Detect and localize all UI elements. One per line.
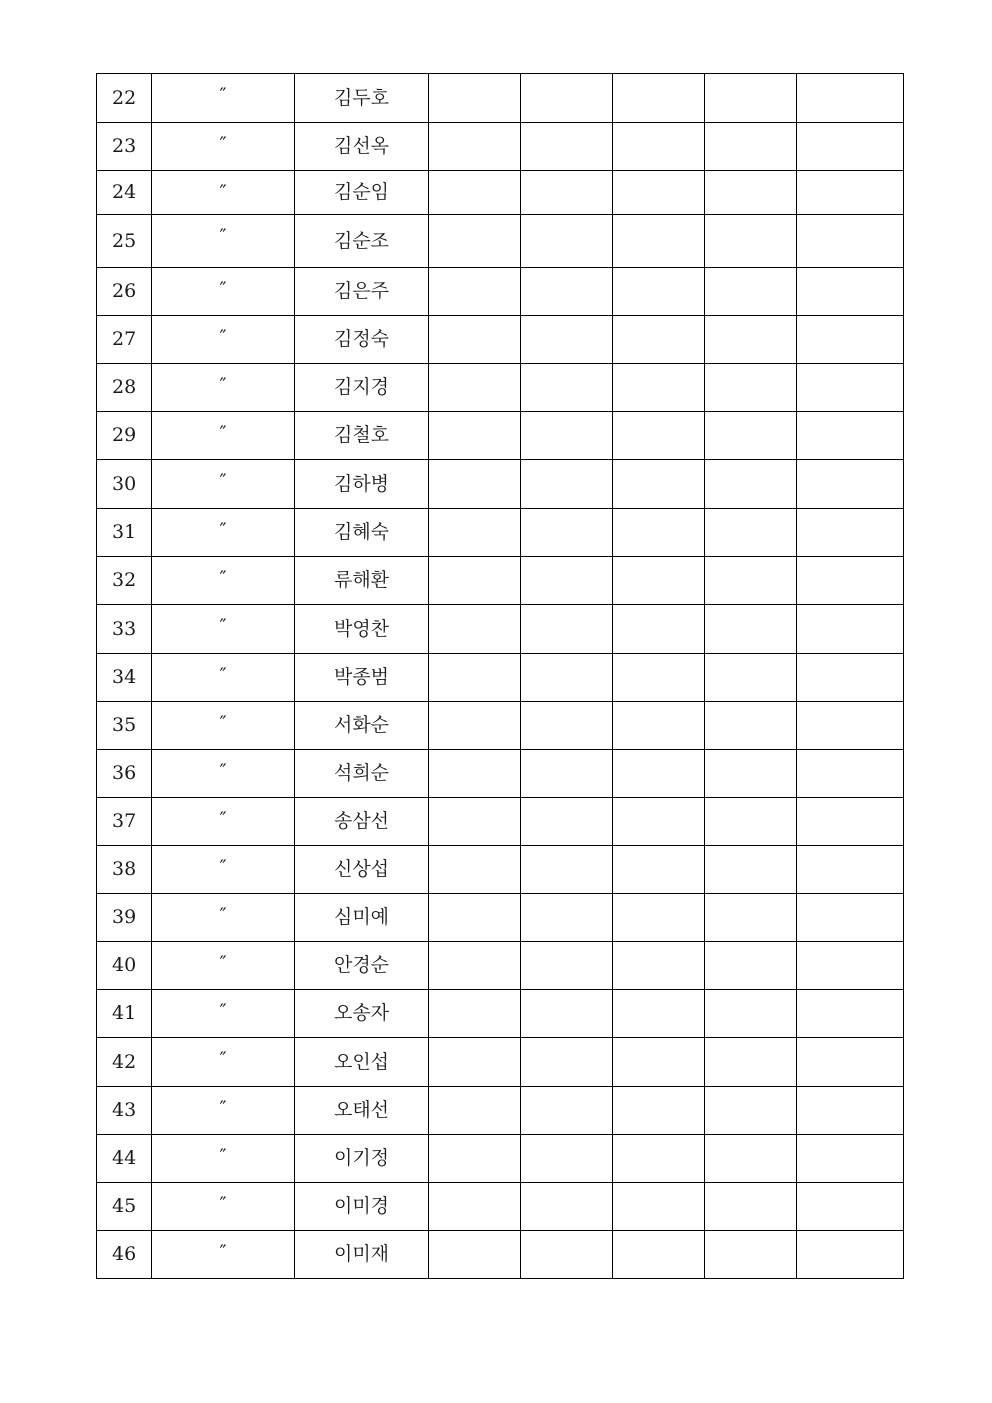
empty-cell xyxy=(705,171,797,215)
empty-cell xyxy=(797,846,904,894)
row-number-cell: 32 xyxy=(97,557,152,605)
ditto-mark-cell: ″ xyxy=(152,1038,295,1087)
ditto-mark-cell: ″ xyxy=(152,1135,295,1183)
empty-cell xyxy=(429,123,521,171)
empty-cell xyxy=(705,798,797,846)
empty-cell xyxy=(705,1038,797,1087)
name-cell: 오송자 xyxy=(295,990,429,1038)
ditto-mark-cell: ″ xyxy=(152,894,295,942)
empty-cell xyxy=(705,1231,797,1279)
ditto-mark-cell: ″ xyxy=(152,74,295,123)
empty-cell xyxy=(429,942,521,990)
empty-cell xyxy=(797,1135,904,1183)
empty-cell xyxy=(797,509,904,557)
name-cell: 오인섭 xyxy=(295,1038,429,1087)
empty-cell xyxy=(797,750,904,798)
empty-cell xyxy=(521,74,613,123)
ditto-mark-cell: ″ xyxy=(152,942,295,990)
empty-cell xyxy=(613,557,705,605)
table-row xyxy=(97,268,904,316)
ditto-mark-cell: ″ xyxy=(152,364,295,412)
empty-cell xyxy=(797,1231,904,1279)
empty-cell xyxy=(521,798,613,846)
row-number-cell: 36 xyxy=(97,750,152,798)
ditto-mark-cell: ″ xyxy=(152,171,295,215)
row-number-cell: 29 xyxy=(97,412,152,460)
empty-cell xyxy=(613,942,705,990)
empty-cell xyxy=(613,990,705,1038)
empty-cell xyxy=(429,74,521,123)
empty-cell xyxy=(521,316,613,364)
empty-cell xyxy=(429,798,521,846)
name-cell: 김순조 xyxy=(295,215,429,268)
empty-cell xyxy=(429,846,521,894)
empty-cell xyxy=(613,750,705,798)
ditto-mark-cell: ″ xyxy=(152,750,295,798)
empty-cell xyxy=(797,605,904,654)
table-row xyxy=(97,460,904,509)
roster-body xyxy=(97,74,904,1279)
name-cell: 김두호 xyxy=(295,74,429,123)
table-row xyxy=(97,215,904,268)
table-row xyxy=(97,171,904,215)
empty-cell xyxy=(613,1183,705,1231)
name-cell: 이미경 xyxy=(295,1183,429,1231)
empty-cell xyxy=(429,1038,521,1087)
row-number-cell: 45 xyxy=(97,1183,152,1231)
empty-cell xyxy=(797,654,904,702)
empty-cell xyxy=(429,894,521,942)
row-number-cell: 40 xyxy=(97,942,152,990)
empty-cell xyxy=(521,750,613,798)
name-cell: 박영찬 xyxy=(295,605,429,654)
empty-cell xyxy=(521,1038,613,1087)
empty-cell xyxy=(613,460,705,509)
table-row xyxy=(97,1183,904,1231)
row-number-cell: 26 xyxy=(97,268,152,316)
empty-cell xyxy=(797,798,904,846)
table-row xyxy=(97,364,904,412)
empty-cell xyxy=(429,316,521,364)
empty-cell xyxy=(521,702,613,750)
empty-cell xyxy=(797,894,904,942)
empty-cell xyxy=(705,654,797,702)
empty-cell xyxy=(797,1038,904,1087)
empty-cell xyxy=(521,1135,613,1183)
ditto-mark-cell: ″ xyxy=(152,123,295,171)
table-row xyxy=(97,1135,904,1183)
name-cell: 석희순 xyxy=(295,750,429,798)
ditto-mark-cell: ″ xyxy=(152,412,295,460)
ditto-mark-cell: ″ xyxy=(152,316,295,364)
table-row xyxy=(97,74,904,123)
table-row xyxy=(97,1087,904,1135)
ditto-mark-cell: ″ xyxy=(152,509,295,557)
empty-cell xyxy=(521,942,613,990)
empty-cell xyxy=(429,268,521,316)
name-cell: 김은주 xyxy=(295,268,429,316)
empty-cell xyxy=(797,460,904,509)
empty-cell xyxy=(521,990,613,1038)
name-cell: 김지경 xyxy=(295,364,429,412)
empty-cell xyxy=(429,605,521,654)
row-number-cell: 39 xyxy=(97,894,152,942)
row-number-cell: 25 xyxy=(97,215,152,268)
row-number-cell: 33 xyxy=(97,605,152,654)
empty-cell xyxy=(797,702,904,750)
name-cell: 김정숙 xyxy=(295,316,429,364)
empty-cell xyxy=(705,750,797,798)
row-number-cell: 22 xyxy=(97,74,152,123)
name-cell: 김선옥 xyxy=(295,123,429,171)
empty-cell xyxy=(429,215,521,268)
empty-cell xyxy=(705,990,797,1038)
empty-cell xyxy=(613,268,705,316)
row-number-cell: 41 xyxy=(97,990,152,1038)
empty-cell xyxy=(613,1038,705,1087)
empty-cell xyxy=(521,894,613,942)
empty-cell xyxy=(797,215,904,268)
empty-cell xyxy=(705,1087,797,1135)
name-cell: 김하병 xyxy=(295,460,429,509)
empty-cell xyxy=(705,1135,797,1183)
table-row xyxy=(97,750,904,798)
row-number-cell: 38 xyxy=(97,846,152,894)
empty-cell xyxy=(797,123,904,171)
name-cell: 이기정 xyxy=(295,1135,429,1183)
empty-cell xyxy=(797,990,904,1038)
empty-cell xyxy=(429,460,521,509)
empty-cell xyxy=(613,1087,705,1135)
name-cell: 서화순 xyxy=(295,702,429,750)
empty-cell xyxy=(705,215,797,268)
row-number-cell: 37 xyxy=(97,798,152,846)
empty-cell xyxy=(705,316,797,364)
empty-cell xyxy=(705,846,797,894)
name-cell: 박종범 xyxy=(295,654,429,702)
row-number-cell: 23 xyxy=(97,123,152,171)
name-cell: 신상섭 xyxy=(295,846,429,894)
name-cell: 김혜숙 xyxy=(295,509,429,557)
ditto-mark-cell: ″ xyxy=(152,990,295,1038)
empty-cell xyxy=(613,171,705,215)
empty-cell xyxy=(613,654,705,702)
ditto-mark-cell: ″ xyxy=(152,846,295,894)
empty-cell xyxy=(705,557,797,605)
ditto-mark-cell: ″ xyxy=(152,605,295,654)
empty-cell xyxy=(429,750,521,798)
row-number-cell: 46 xyxy=(97,1231,152,1279)
empty-cell xyxy=(613,798,705,846)
empty-cell xyxy=(705,942,797,990)
empty-cell xyxy=(705,123,797,171)
empty-cell xyxy=(705,412,797,460)
table-row xyxy=(97,894,904,942)
table-row xyxy=(97,557,904,605)
empty-cell xyxy=(797,268,904,316)
empty-cell xyxy=(613,894,705,942)
table-row xyxy=(97,1038,904,1087)
empty-cell xyxy=(797,316,904,364)
row-number-cell: 35 xyxy=(97,702,152,750)
ditto-mark-cell: ″ xyxy=(152,1231,295,1279)
table-row xyxy=(97,412,904,460)
empty-cell xyxy=(797,412,904,460)
empty-cell xyxy=(521,557,613,605)
empty-cell xyxy=(797,942,904,990)
row-number-cell: 31 xyxy=(97,509,152,557)
table-row xyxy=(97,654,904,702)
name-cell: 김철호 xyxy=(295,412,429,460)
empty-cell xyxy=(521,412,613,460)
empty-cell xyxy=(613,702,705,750)
empty-cell xyxy=(429,509,521,557)
row-number-cell: 24 xyxy=(97,171,152,215)
empty-cell xyxy=(613,1135,705,1183)
empty-cell xyxy=(613,605,705,654)
empty-cell xyxy=(429,171,521,215)
empty-cell xyxy=(613,316,705,364)
empty-cell xyxy=(521,364,613,412)
empty-cell xyxy=(521,123,613,171)
empty-cell xyxy=(705,509,797,557)
empty-cell xyxy=(521,460,613,509)
ditto-mark-cell: ″ xyxy=(152,1183,295,1231)
empty-cell xyxy=(613,123,705,171)
empty-cell xyxy=(613,364,705,412)
empty-cell xyxy=(613,412,705,460)
name-cell: 이미재 xyxy=(295,1231,429,1279)
empty-cell xyxy=(613,1231,705,1279)
table-row xyxy=(97,702,904,750)
empty-cell xyxy=(429,654,521,702)
ditto-mark-cell: ″ xyxy=(152,702,295,750)
empty-cell xyxy=(429,364,521,412)
empty-cell xyxy=(429,702,521,750)
ditto-mark-cell: ″ xyxy=(152,268,295,316)
table-row xyxy=(97,605,904,654)
row-number-cell: 30 xyxy=(97,460,152,509)
name-cell: 류해환 xyxy=(295,557,429,605)
name-cell: 오태선 xyxy=(295,1087,429,1135)
table-row xyxy=(97,942,904,990)
empty-cell xyxy=(521,654,613,702)
empty-cell xyxy=(797,557,904,605)
row-number-cell: 42 xyxy=(97,1038,152,1087)
row-number-cell: 43 xyxy=(97,1087,152,1135)
empty-cell xyxy=(429,1231,521,1279)
ditto-mark-cell: ″ xyxy=(152,798,295,846)
empty-cell xyxy=(521,509,613,557)
empty-cell xyxy=(705,605,797,654)
ditto-mark-cell: ″ xyxy=(152,215,295,268)
empty-cell xyxy=(521,1087,613,1135)
row-number-cell: 44 xyxy=(97,1135,152,1183)
name-cell: 안경순 xyxy=(295,942,429,990)
empty-cell xyxy=(613,509,705,557)
empty-cell xyxy=(613,74,705,123)
empty-cell xyxy=(705,1183,797,1231)
empty-cell xyxy=(521,846,613,894)
empty-cell xyxy=(705,74,797,123)
empty-cell xyxy=(429,1135,521,1183)
empty-cell xyxy=(521,605,613,654)
empty-cell xyxy=(705,702,797,750)
empty-cell xyxy=(797,364,904,412)
empty-cell xyxy=(429,412,521,460)
row-number-cell: 34 xyxy=(97,654,152,702)
empty-cell xyxy=(613,215,705,268)
name-cell: 김순임 xyxy=(295,171,429,215)
table-row xyxy=(97,316,904,364)
empty-cell xyxy=(429,990,521,1038)
table-row xyxy=(97,123,904,171)
ditto-mark-cell: ″ xyxy=(152,1087,295,1135)
table-row xyxy=(97,509,904,557)
table-row xyxy=(97,798,904,846)
name-cell: 심미예 xyxy=(295,894,429,942)
empty-cell xyxy=(797,1087,904,1135)
empty-cell xyxy=(705,460,797,509)
empty-cell xyxy=(429,1087,521,1135)
empty-cell xyxy=(705,364,797,412)
table-row xyxy=(97,846,904,894)
name-cell: 송삼선 xyxy=(295,798,429,846)
ditto-mark-cell: ″ xyxy=(152,654,295,702)
ditto-mark-cell: ″ xyxy=(152,557,295,605)
table-row xyxy=(97,1231,904,1279)
empty-cell xyxy=(797,171,904,215)
empty-cell xyxy=(797,1183,904,1231)
empty-cell xyxy=(521,1231,613,1279)
empty-cell xyxy=(521,215,613,268)
empty-cell xyxy=(521,171,613,215)
ditto-mark-cell: ″ xyxy=(152,460,295,509)
row-number-cell: 28 xyxy=(97,364,152,412)
empty-cell xyxy=(705,268,797,316)
empty-cell xyxy=(429,1183,521,1231)
empty-cell xyxy=(613,846,705,894)
empty-cell xyxy=(797,74,904,123)
empty-cell xyxy=(705,894,797,942)
empty-cell xyxy=(429,557,521,605)
roster-table xyxy=(96,73,904,1279)
table-row xyxy=(97,990,904,1038)
empty-cell xyxy=(521,268,613,316)
empty-cell xyxy=(521,1183,613,1231)
row-number-cell: 27 xyxy=(97,316,152,364)
